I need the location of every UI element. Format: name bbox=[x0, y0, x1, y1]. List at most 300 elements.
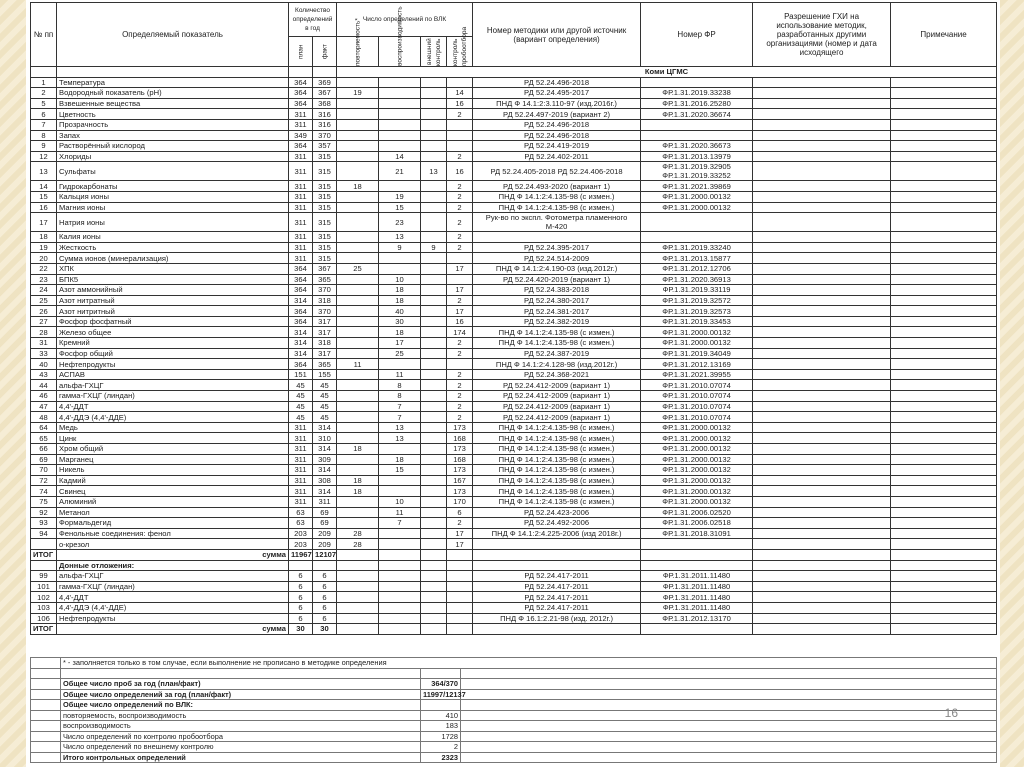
row-vlk-sampling: 2 bbox=[447, 109, 473, 120]
row-note bbox=[891, 613, 997, 624]
row-fr: ФР.1.31.2013.15877 bbox=[641, 253, 753, 264]
row-plan: 311 bbox=[289, 486, 313, 497]
row-indicator: Медь bbox=[57, 422, 289, 433]
row-vlk-empty bbox=[379, 581, 421, 592]
row-fact: 315 bbox=[313, 162, 337, 181]
row-vlk-sampling: 2 bbox=[447, 348, 473, 359]
row-note bbox=[891, 401, 997, 412]
table-row bbox=[31, 98, 997, 109]
row-note bbox=[891, 444, 997, 455]
row-vlk-repeat: 11 bbox=[337, 359, 379, 370]
row-vlk-sampling: 17 bbox=[447, 528, 473, 539]
row-note bbox=[891, 130, 997, 141]
row-fact: 314 bbox=[313, 465, 337, 476]
row-plan: 364 bbox=[289, 285, 313, 296]
row-vlk-repeat bbox=[337, 253, 379, 264]
row-vlk-external bbox=[421, 475, 447, 486]
row-note bbox=[891, 496, 997, 507]
table-row bbox=[31, 181, 997, 192]
row-vlk-external bbox=[421, 327, 447, 338]
row-vlk-repeat bbox=[337, 327, 379, 338]
table-row bbox=[31, 295, 997, 306]
row-number: 15 bbox=[31, 191, 57, 202]
row-fr: ФР.1.31.2016.25280 bbox=[641, 98, 753, 109]
row-vlk-external bbox=[421, 444, 447, 455]
spacer-cell bbox=[61, 668, 421, 679]
row-vlk-sampling: 173 bbox=[447, 444, 473, 455]
row-permit bbox=[753, 602, 891, 613]
summary-value: 1728 bbox=[421, 731, 461, 742]
row-vlk-repeat bbox=[337, 213, 379, 232]
row-indicator: Хром общий bbox=[57, 444, 289, 455]
row-plan: 45 bbox=[289, 412, 313, 423]
row-vlk-reproduce: 17 bbox=[379, 338, 421, 349]
row-fact: 155 bbox=[313, 369, 337, 380]
row-vlk-repeat: 28 bbox=[337, 539, 379, 550]
row-fact: 315 bbox=[313, 181, 337, 192]
row-vlk-reproduce: 18 bbox=[379, 454, 421, 465]
row-method bbox=[473, 539, 641, 550]
row-vlk-external bbox=[421, 486, 447, 497]
row-vlk-external: 9 bbox=[421, 242, 447, 253]
row-fact: 209 bbox=[313, 539, 337, 550]
row-vlk-sampling: 17 bbox=[447, 263, 473, 274]
row-fact: 311 bbox=[313, 496, 337, 507]
row-vlk-external bbox=[421, 391, 447, 402]
row-number: 70 bbox=[31, 465, 57, 476]
table-row bbox=[31, 444, 997, 455]
row-fact: 314 bbox=[313, 422, 337, 433]
row-permit bbox=[753, 359, 891, 370]
table-row bbox=[31, 465, 997, 476]
row-indicator: Сумма ионов (минерализация) bbox=[57, 253, 289, 264]
row-vlk-sampling bbox=[447, 119, 473, 130]
row-indicator: Кальция ионы bbox=[57, 191, 289, 202]
row-vlk-sampling: 16 bbox=[447, 98, 473, 109]
total-empty bbox=[379, 549, 421, 560]
row-fr: ФР.1.31.2021.39955 bbox=[641, 369, 753, 380]
row-number: 23 bbox=[31, 274, 57, 285]
row-fr: ФР.1.31.2000.00132 bbox=[641, 422, 753, 433]
row-vlk-sampling: 16 bbox=[447, 316, 473, 327]
row-vlk-repeat bbox=[337, 401, 379, 412]
row-note bbox=[891, 162, 997, 181]
row-vlk-sampling: 17 bbox=[447, 306, 473, 317]
row-number: 14 bbox=[31, 181, 57, 192]
table-row bbox=[31, 592, 997, 603]
summary-empty bbox=[461, 710, 997, 721]
left-decor-border bbox=[0, 0, 26, 767]
row-vlk-external bbox=[421, 422, 447, 433]
row-permit bbox=[753, 327, 891, 338]
row-method: ПНД Ф 14.1:2:4.135-98 (с измен.) bbox=[473, 444, 641, 455]
row-vlk-external bbox=[421, 380, 447, 391]
row-permit bbox=[753, 263, 891, 274]
section-title: Донные отложения: bbox=[57, 560, 289, 571]
row-vlk-sampling: 17 bbox=[447, 285, 473, 296]
row-permit bbox=[753, 496, 891, 507]
row-vlk-repeat bbox=[337, 285, 379, 296]
row-indicator: 4,4'-ДДТ bbox=[57, 401, 289, 412]
row-note bbox=[891, 592, 997, 603]
row-plan: 364 bbox=[289, 141, 313, 152]
row-note bbox=[891, 486, 997, 497]
row-note bbox=[891, 119, 997, 130]
row-method: ПНД Ф 14.1:2:4.135-98 (с измен.) bbox=[473, 338, 641, 349]
row-method: РД 52.24.387-2019 bbox=[473, 348, 641, 359]
row-note bbox=[891, 141, 997, 152]
row-vlk-external bbox=[421, 401, 447, 412]
row-vlk-repeat bbox=[337, 316, 379, 327]
section-empty bbox=[447, 560, 473, 571]
row-indicator: Азот нитритный bbox=[57, 306, 289, 317]
row-note bbox=[891, 242, 997, 253]
row-method: РД 52.24.402-2011 bbox=[473, 151, 641, 162]
row-indicator: Свинец bbox=[57, 486, 289, 497]
summary-row bbox=[31, 742, 997, 753]
summary-value: 364/370 bbox=[421, 679, 461, 690]
row-vlk-external bbox=[421, 274, 447, 285]
row-vlk-reproduce bbox=[379, 77, 421, 88]
row-vlk-reproduce: 10 bbox=[379, 496, 421, 507]
row-note bbox=[891, 202, 997, 213]
row-permit bbox=[753, 465, 891, 476]
row-number bbox=[31, 539, 57, 550]
row-note bbox=[891, 581, 997, 592]
row-indicator: Температура bbox=[57, 77, 289, 88]
row-plan: 311 bbox=[289, 253, 313, 264]
row-number: 47 bbox=[31, 401, 57, 412]
total-empty bbox=[641, 624, 753, 635]
row-number: 43 bbox=[31, 369, 57, 380]
row-vlk-reproduce bbox=[379, 539, 421, 550]
row-vlk-sampling: 168 bbox=[447, 433, 473, 444]
row-vlk-reproduce: 8 bbox=[379, 391, 421, 402]
page-number: 16 bbox=[944, 706, 958, 720]
row-number: 33 bbox=[31, 348, 57, 359]
row-vlk-external bbox=[421, 181, 447, 192]
row-vlk-repeat bbox=[337, 232, 379, 243]
row-vlk-repeat bbox=[337, 119, 379, 130]
table-row bbox=[31, 507, 997, 518]
header-vlk-external: внешний контроль bbox=[421, 37, 447, 67]
row-vlk-reproduce bbox=[379, 98, 421, 109]
row-plan: 311 bbox=[289, 465, 313, 476]
row-permit bbox=[753, 486, 891, 497]
row-indicator: альфа-ГХЦГ bbox=[57, 571, 289, 582]
row-permit bbox=[753, 253, 891, 264]
row-plan: 314 bbox=[289, 295, 313, 306]
row-vlk-reproduce: 30 bbox=[379, 316, 421, 327]
row-fr: ФР.1.31.2019.32573 bbox=[641, 306, 753, 317]
row-vlk-empty bbox=[379, 571, 421, 582]
row-vlk-empty bbox=[421, 592, 447, 603]
row-vlk-repeat bbox=[337, 422, 379, 433]
total-empty bbox=[753, 624, 891, 635]
row-plan: 6 bbox=[289, 602, 313, 613]
row-method: РД 52.24.417-2011 bbox=[473, 602, 641, 613]
total-empty bbox=[473, 549, 641, 560]
total-row bbox=[31, 624, 997, 635]
row-fr: ФР.1.31.2010.07074 bbox=[641, 391, 753, 402]
row-number: 9 bbox=[31, 141, 57, 152]
row-permit bbox=[753, 571, 891, 582]
row-vlk-repeat bbox=[337, 348, 379, 359]
row-fact: 367 bbox=[313, 88, 337, 99]
row-vlk-sampling: 168 bbox=[447, 454, 473, 465]
row-vlk-external bbox=[421, 253, 447, 264]
row-permit bbox=[753, 528, 891, 539]
table-row bbox=[31, 422, 997, 433]
row-plan: 311 bbox=[289, 444, 313, 455]
row-vlk-reproduce: 7 bbox=[379, 412, 421, 423]
row-vlk-reproduce: 11 bbox=[379, 369, 421, 380]
row-indicator: 4,4'-ДДЭ (4,4'-ДДЕ) bbox=[57, 412, 289, 423]
table-row bbox=[31, 338, 997, 349]
row-fr: ФР.1.31.2000.00132 bbox=[641, 202, 753, 213]
row-fact: 315 bbox=[313, 202, 337, 213]
row-vlk-repeat bbox=[337, 391, 379, 402]
row-note bbox=[891, 422, 997, 433]
row-fact: 316 bbox=[313, 109, 337, 120]
indicators-table bbox=[30, 2, 997, 635]
row-number: 99 bbox=[31, 571, 57, 582]
row-vlk-reproduce bbox=[379, 130, 421, 141]
row-note bbox=[891, 571, 997, 582]
row-plan: 349 bbox=[289, 130, 313, 141]
table-row bbox=[31, 475, 997, 486]
section-empty bbox=[891, 560, 997, 571]
row-number: 17 bbox=[31, 213, 57, 232]
row-fr: ФР.1.31.2020.36674 bbox=[641, 109, 753, 120]
row-vlk-sampling: 2 bbox=[447, 213, 473, 232]
row-number: 92 bbox=[31, 507, 57, 518]
row-vlk-external bbox=[421, 433, 447, 444]
row-indicator: Никель bbox=[57, 465, 289, 476]
row-vlk-reproduce bbox=[379, 88, 421, 99]
row-method: ПНД Ф 14.1:2:4.128-98 (изд.2012г.) bbox=[473, 359, 641, 370]
row-vlk-repeat bbox=[337, 338, 379, 349]
row-vlk-sampling: 174 bbox=[447, 327, 473, 338]
row-indicator: 4,4'-ДДТ bbox=[57, 592, 289, 603]
row-permit bbox=[753, 369, 891, 380]
row-method bbox=[473, 232, 641, 243]
row-fr: ФР.1.31.2006.02518 bbox=[641, 518, 753, 529]
row-indicator: Формальдегид bbox=[57, 518, 289, 529]
row-fact: 6 bbox=[313, 613, 337, 624]
row-vlk-external bbox=[421, 213, 447, 232]
row-vlk-reproduce bbox=[379, 181, 421, 192]
row-plan: 311 bbox=[289, 162, 313, 181]
row-note bbox=[891, 528, 997, 539]
row-method: ПНД Ф 14.1:2:4.225-2006 (изд 2018г.) bbox=[473, 528, 641, 539]
row-fr: ФР.1.31.2011.11480 bbox=[641, 571, 753, 582]
table-row bbox=[31, 613, 997, 624]
row-permit bbox=[753, 348, 891, 359]
row-vlk-empty bbox=[379, 592, 421, 603]
row-vlk-reproduce: 23 bbox=[379, 213, 421, 232]
row-note bbox=[891, 348, 997, 359]
summary-label: повторяемость, воспроизводимость bbox=[61, 710, 421, 721]
row-note bbox=[891, 412, 997, 423]
row-method: РД 52.24.383-2018 bbox=[473, 285, 641, 296]
row-permit bbox=[753, 306, 891, 317]
row-vlk-sampling bbox=[447, 141, 473, 152]
row-vlk-reproduce bbox=[379, 141, 421, 152]
summary-empty bbox=[31, 700, 61, 711]
row-plan: 311 bbox=[289, 119, 313, 130]
row-indicator: Магния ионы bbox=[57, 202, 289, 213]
row-vlk-repeat bbox=[337, 412, 379, 423]
row-fr: ФР.1.31.2019.33240 bbox=[641, 242, 753, 253]
row-fr: ФР.1.31.2019.33238 bbox=[641, 88, 753, 99]
row-fr: ФР.1.31.2006.02520 bbox=[641, 507, 753, 518]
row-method: ПНД Ф 14.1:2:4.135-98 (с измен.) bbox=[473, 191, 641, 202]
row-note bbox=[891, 98, 997, 109]
row-number: 28 bbox=[31, 327, 57, 338]
row-fact: 6 bbox=[313, 571, 337, 582]
row-method: ПНД Ф 14.1:2:4.135-98 (с измен.) bbox=[473, 465, 641, 476]
row-permit bbox=[753, 274, 891, 285]
row-plan: 364 bbox=[289, 306, 313, 317]
header-note: Примечание bbox=[891, 3, 997, 67]
row-fact: 209 bbox=[313, 528, 337, 539]
table-row bbox=[31, 348, 997, 359]
row-fact: 316 bbox=[313, 119, 337, 130]
row-fact: 69 bbox=[313, 518, 337, 529]
row-method: ПНД Ф 16.1:2.21-98 (изд. 2012г.) bbox=[473, 613, 641, 624]
row-fr: ФР.1.31.2019.33119 bbox=[641, 285, 753, 296]
table-row bbox=[31, 316, 997, 327]
row-vlk-external bbox=[421, 412, 447, 423]
table-row bbox=[31, 486, 997, 497]
row-number: 16 bbox=[31, 202, 57, 213]
row-vlk-repeat bbox=[337, 369, 379, 380]
summary-label: воспроизводимость bbox=[61, 721, 421, 732]
row-number: 20 bbox=[31, 253, 57, 264]
row-vlk-sampling: 2 bbox=[447, 181, 473, 192]
summary-empty bbox=[31, 731, 61, 742]
section-empty bbox=[31, 560, 57, 571]
row-note bbox=[891, 306, 997, 317]
row-fact: 6 bbox=[313, 602, 337, 613]
row-method: ПНД Ф 14.1:2:4.135-98 (с измен.) bbox=[473, 327, 641, 338]
summary-row bbox=[31, 710, 997, 721]
total-sum-label: сумма bbox=[57, 549, 289, 560]
row-fr: ФР.1.31.2019.34049 bbox=[641, 348, 753, 359]
row-vlk-external bbox=[421, 119, 447, 130]
row-method: ПНД Ф 14.1:2:3.110-97 (изд.2016г.) bbox=[473, 98, 641, 109]
row-method: РД 52.24.496-2018 bbox=[473, 77, 641, 88]
total-sum-label: сумма bbox=[57, 624, 289, 635]
row-note bbox=[891, 77, 997, 88]
row-permit bbox=[753, 412, 891, 423]
row-permit bbox=[753, 454, 891, 465]
row-plan: 311 bbox=[289, 454, 313, 465]
summary-row bbox=[31, 752, 997, 763]
header-fact: факт bbox=[313, 37, 337, 67]
table-row bbox=[31, 263, 997, 274]
summary-value: 410 bbox=[421, 710, 461, 721]
row-fact: 314 bbox=[313, 486, 337, 497]
row-plan: 63 bbox=[289, 518, 313, 529]
row-vlk-repeat bbox=[337, 130, 379, 141]
row-permit bbox=[753, 98, 891, 109]
row-indicator: Взвешенные вещества bbox=[57, 98, 289, 109]
row-plan: 311 bbox=[289, 433, 313, 444]
summary-empty bbox=[461, 700, 997, 711]
row-vlk-repeat bbox=[337, 274, 379, 285]
row-vlk-empty bbox=[447, 571, 473, 582]
row-vlk-reproduce bbox=[379, 475, 421, 486]
row-indicator: Нефтепродукты bbox=[57, 359, 289, 370]
row-vlk-external bbox=[421, 98, 447, 109]
row-vlk-empty bbox=[337, 602, 379, 613]
row-vlk-external bbox=[421, 465, 447, 476]
row-vlk-external bbox=[421, 130, 447, 141]
summary-table bbox=[30, 657, 997, 763]
row-vlk-sampling bbox=[447, 274, 473, 285]
row-vlk-sampling: 2 bbox=[447, 391, 473, 402]
row-method: РД 52.24.496-2018 bbox=[473, 119, 641, 130]
table-row bbox=[31, 518, 997, 529]
row-fact: 370 bbox=[313, 130, 337, 141]
summary-label: Общее число определений по ВЛК: bbox=[61, 700, 421, 711]
row-vlk-external bbox=[421, 496, 447, 507]
table-row bbox=[31, 571, 997, 582]
row-indicator: ХПК bbox=[57, 263, 289, 274]
row-number: 66 bbox=[31, 444, 57, 455]
row-indicator: Фенольные соединения: фенол bbox=[57, 528, 289, 539]
summary-empty bbox=[31, 752, 61, 763]
row-fr: ФР.1.31.2013.13979 bbox=[641, 151, 753, 162]
row-permit bbox=[753, 380, 891, 391]
row-vlk-external bbox=[421, 338, 447, 349]
row-vlk-reproduce: 7 bbox=[379, 518, 421, 529]
summary-empty bbox=[461, 679, 997, 690]
row-indicator: Метанол bbox=[57, 507, 289, 518]
row-indicator: Фосфор фосфатный bbox=[57, 316, 289, 327]
row-vlk-reproduce: 21 bbox=[379, 162, 421, 181]
row-fact: 45 bbox=[313, 380, 337, 391]
row-number: 106 bbox=[31, 613, 57, 624]
row-permit bbox=[753, 232, 891, 243]
row-number: 25 bbox=[31, 295, 57, 306]
row-method: ПНД Ф 14.1:2:4.135-98 (с измен.) bbox=[473, 454, 641, 465]
row-vlk-sampling: 2 bbox=[447, 369, 473, 380]
row-fr: ФР.1.31.2011.11480 bbox=[641, 602, 753, 613]
row-indicator: альфа-ГХЦГ bbox=[57, 380, 289, 391]
row-method: РД 52.24.420-2019 (вариант 1) bbox=[473, 274, 641, 285]
total-empty bbox=[337, 624, 379, 635]
row-plan: 364 bbox=[289, 316, 313, 327]
row-method: РД 52.24.497-2019 (вариант 2) bbox=[473, 109, 641, 120]
summary-empty bbox=[31, 721, 61, 732]
summary-row bbox=[31, 689, 997, 700]
row-method: ПНД Ф 14.1:2:4.190-03 (изд.2012г.) bbox=[473, 263, 641, 274]
row-vlk-reproduce: 9 bbox=[379, 242, 421, 253]
row-permit bbox=[753, 581, 891, 592]
row-fr: ФР.1.31.2012.12706 bbox=[641, 263, 753, 274]
row-fact: 367 bbox=[313, 263, 337, 274]
row-permit bbox=[753, 433, 891, 444]
row-number: 2 bbox=[31, 88, 57, 99]
row-indicator: Хлориды bbox=[57, 151, 289, 162]
section-empty bbox=[473, 560, 641, 571]
row-vlk-external bbox=[421, 518, 447, 529]
header-indicator: Определяемый показатель bbox=[57, 3, 289, 67]
row-vlk-empty bbox=[447, 613, 473, 624]
